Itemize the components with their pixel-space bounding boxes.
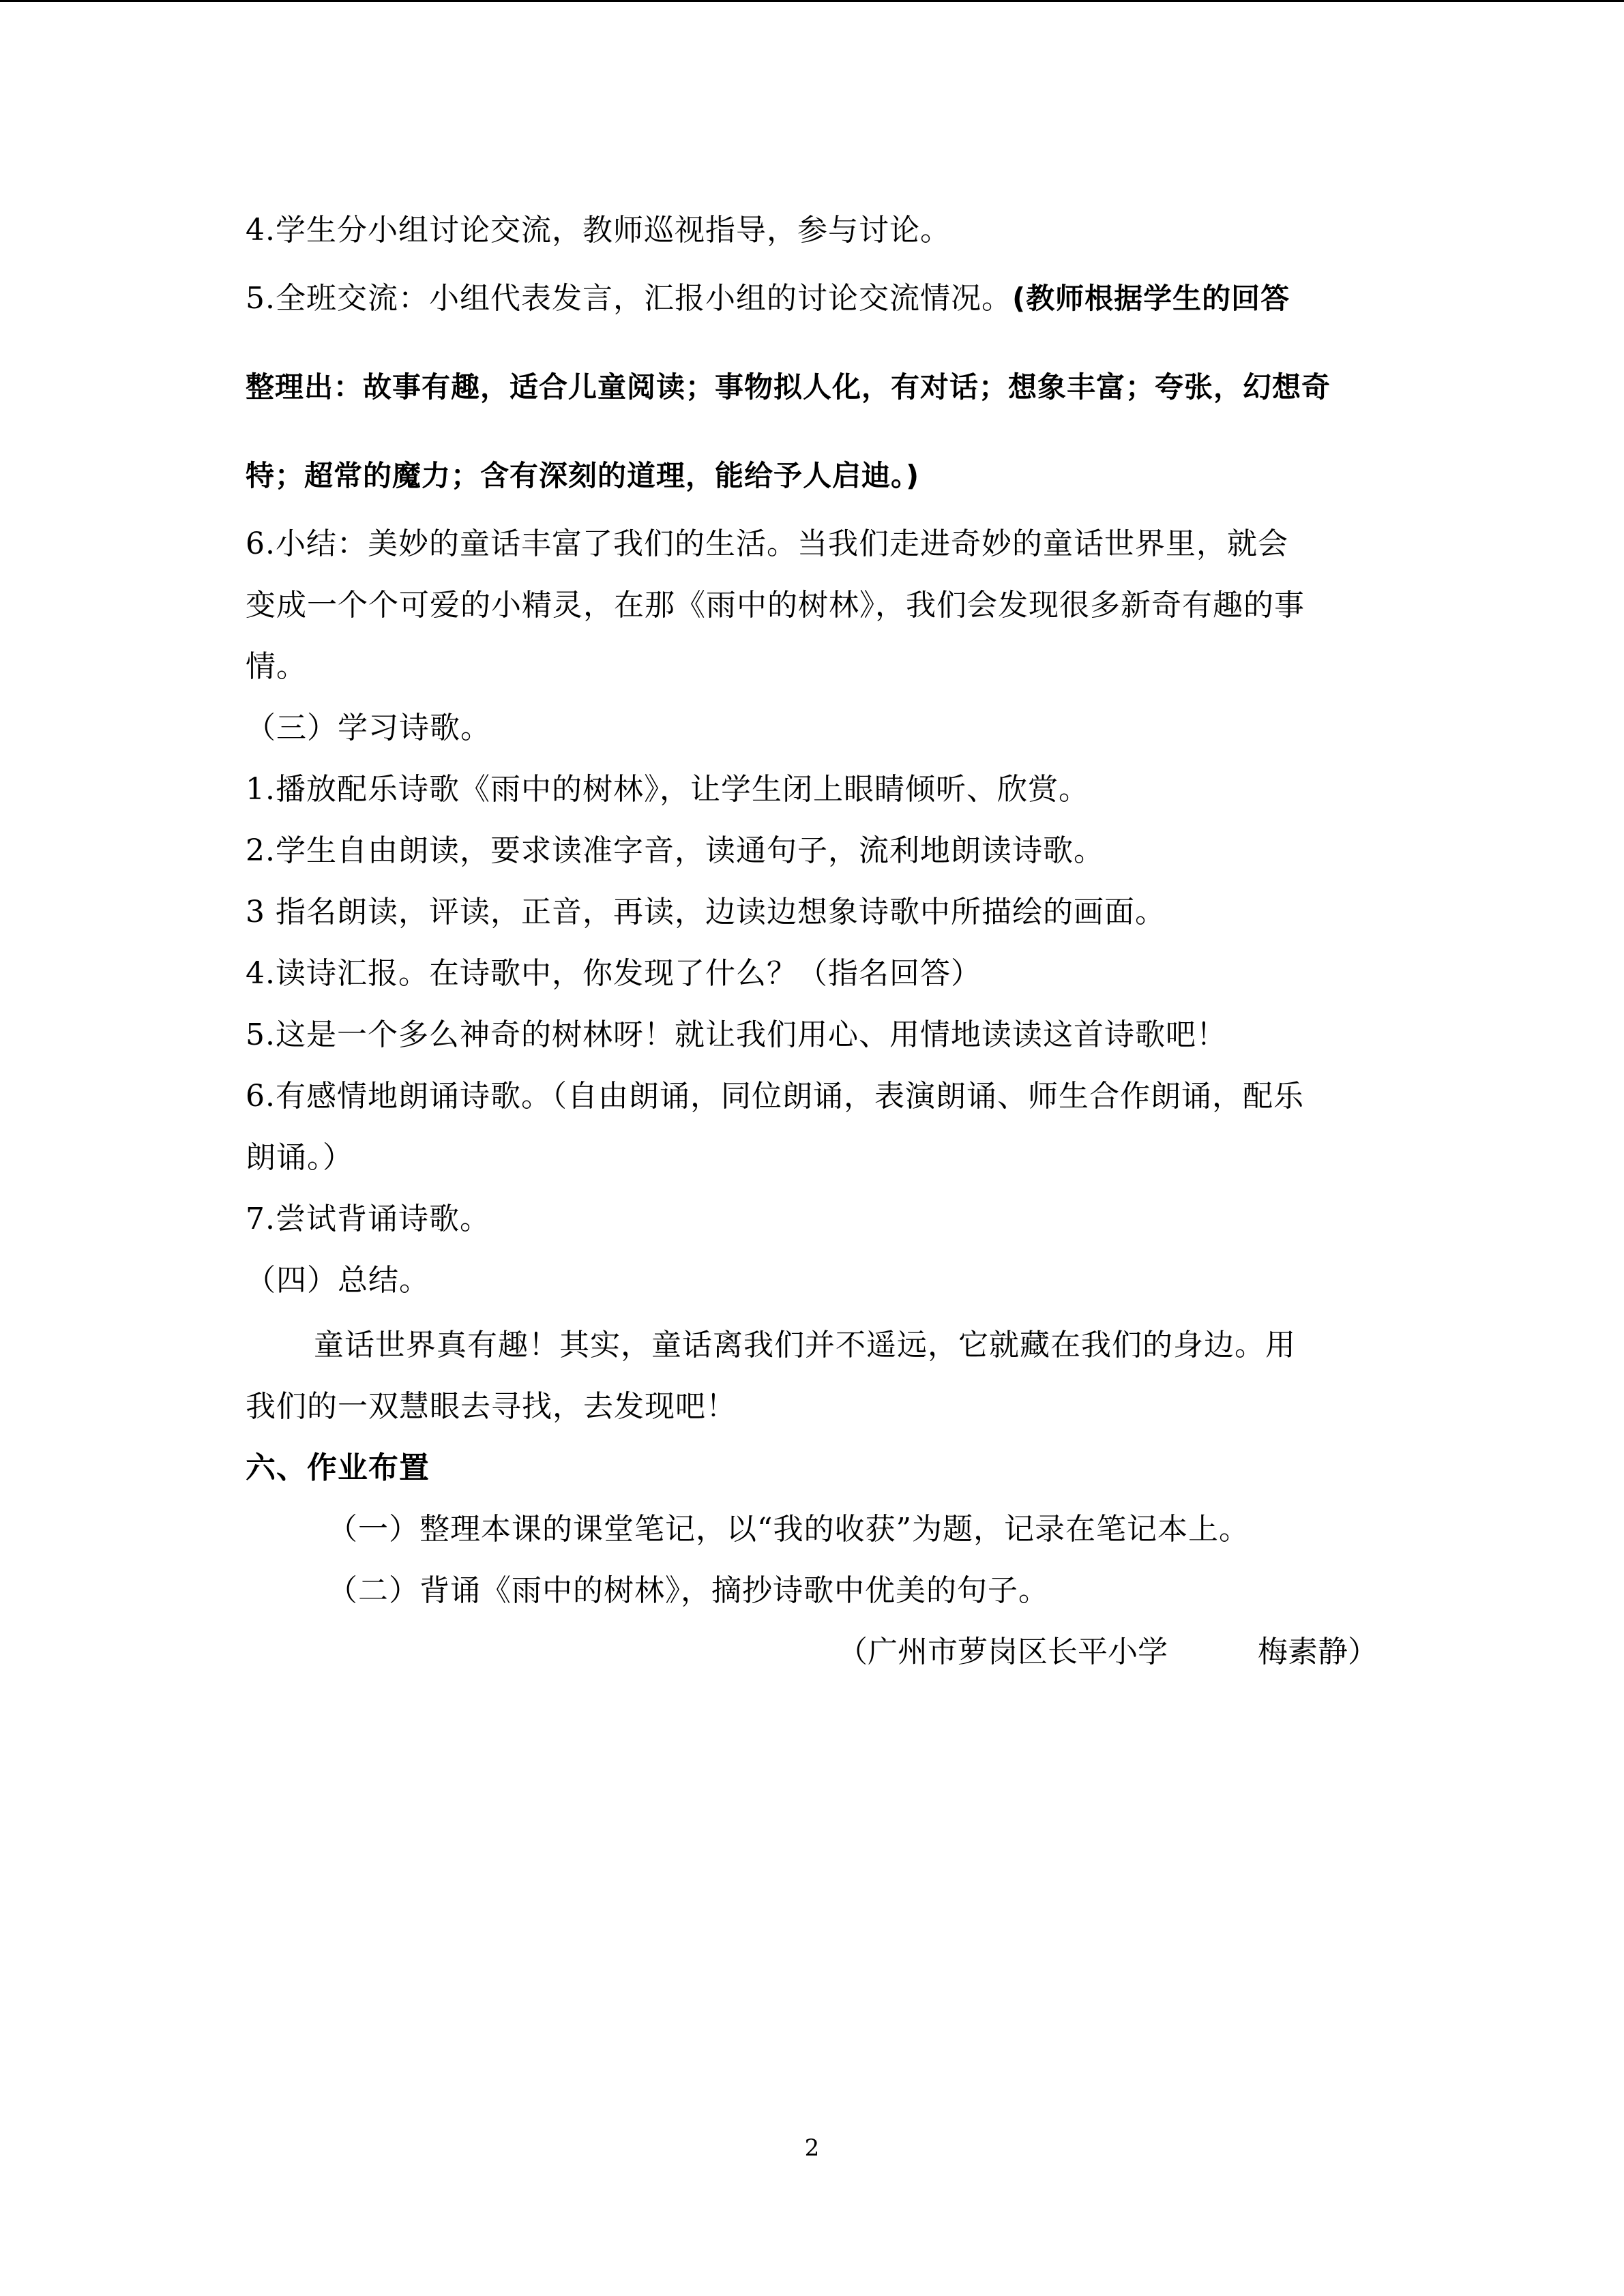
teacher-summary-note: 整理出：故事有趣，适合儿童阅读；事物拟人化，有对话；想象丰富；夸张，幻想奇: [246, 370, 1331, 404]
homework-item: （一）整理本课的课堂笔记，以“我的收获”为题，记录在笔记本上。: [327, 1512, 1250, 1547]
paragraph-line: 7.尝试背诵诗歌。: [246, 1202, 490, 1236]
paragraph-line: 5.这是一个多么神奇的树林呀！就让我们用心、用情地读读这首诗歌吧！: [246, 1017, 1227, 1052]
section-heading: （三）学习诗歌。: [246, 711, 491, 745]
author-signature: （广州市萝岗区长平小学 梅素静）: [838, 1635, 1378, 1669]
paragraph-line: 6.有感情地朗诵诗歌。（自由朗诵，同位朗诵，表演朗诵、师生合作朗诵，配乐: [246, 1079, 1304, 1114]
paragraph-line: 朗诵。）: [246, 1140, 353, 1175]
paragraph-line: 4.学生分小组讨论交流，教师巡视指导，参与讨论。: [246, 213, 951, 248]
paragraph-line: 情。: [246, 649, 307, 684]
paragraph-line: 童话世界真有趣！其实，童话离我们并不遥远，它就藏在我们的身边。用: [314, 1328, 1296, 1362]
homework-heading: 六、作业布置: [246, 1450, 430, 1485]
section-heading: （四）总结。: [246, 1263, 430, 1298]
paragraph-line: 2.学生自由朗读，要求读准字音，读通句子，流利地朗读诗歌。: [246, 833, 1104, 868]
homework-item: （二）背诵《雨中的树林》，摘抄诗歌中优美的句子。: [327, 1573, 1049, 1608]
paragraph-line: 变成一个个可爱的小精灵，在那《雨中的树林》，我们会发现很多新奇有趣的事: [246, 588, 1305, 623]
top-border-line: [0, 0, 1624, 2]
teacher-summary-note: 特；超常的魔力；含有深刻的道理，能给予人启迪。): [246, 459, 920, 492]
paragraph-line: 1.播放配乐诗歌《雨中的树林》，让学生闭上眼睛倾听、欣赏。: [246, 772, 1089, 807]
paragraph-line: 6.小结：美妙的童话丰富了我们的生活。当我们走进奇妙的童话世界里，就会: [246, 526, 1288, 561]
paragraph-line: 我们的一双慧眼去寻找，去发现吧！: [246, 1389, 737, 1424]
paragraph-line: [246, 280, 1290, 318]
teacher-summary-note: (教师根据学生的回答: [1012, 282, 1290, 315]
paragraph-line: 4.读诗汇报。在诗歌中，你发现了什么？（指名回答）: [246, 956, 981, 991]
page-number: 2: [804, 2134, 820, 2162]
paragraph-line: 3 指名朗读，评读，正音，再读，边读边想象诗歌中所描绘的画面。: [246, 895, 1166, 929]
paragraph-text: 5.全班交流：小组代表发言，汇报小组的讨论交流情况。: [246, 281, 1012, 316]
